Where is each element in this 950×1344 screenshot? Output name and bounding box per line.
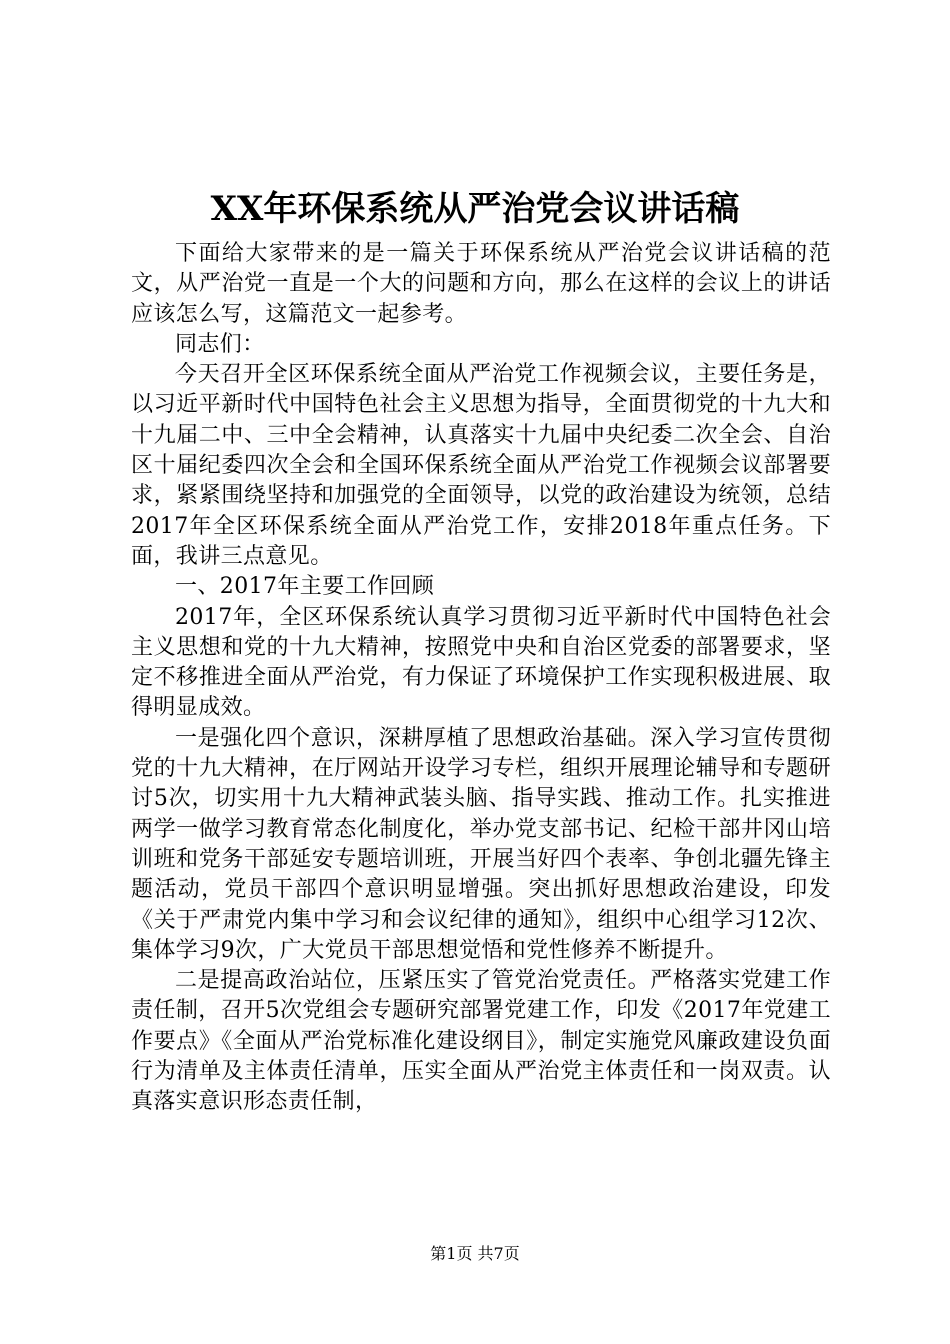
page-footer: 第1页 共7页 bbox=[430, 1244, 520, 1263]
paragraph-point-one: 一是强化四个意识，深耕厚植了思想政治基础。深入学习宣传贯彻党的十九大精神，在厅网站开设学习专栏，组织开展理论辅导和专题研讨5次，切实用十九大精神武装头脑、指导实践、推动工作。扎实推进两学一做学习教育常态化制度化，举办党支部书记、纪检干部井冈山培训班和党务干部延安专题培训班，开展当好四个表率、争创北疆先锋主题活动，党员干部四个意识明显增强。突出抓好思想政治建设，印发《关于严肃党内集中学习和会议纪律的通知》，组织中心组学习12次、集体学习9次，广大党员干部思想觉悟和党性修养不断提升。 bbox=[131, 725, 831, 963]
paragraph-review-summary: 2017年，全区环保系统认真学习贯彻习近平新时代中国特色社会主义思想和党的十九大精神，按照党中央和自治区党委的部署要求，坚定不移推进全面从严治党，有力保证了环境保护工作实现积极进展、取得明显成效。 bbox=[131, 604, 831, 721]
paragraph-intro: 下面给大家带来的是一篇关于环保系统从严治党会议讲话稿的范文，从严治党一直是一个大的问题和方向，那么在这样的会议上的讲话应该怎么写，这篇范文一起参考。 bbox=[131, 241, 831, 327]
section-heading-review: 一、2017年主要工作回顾 bbox=[175, 574, 435, 600]
paragraph-opening: 今天召开全区环保系统全面从严治党工作视频会议，主要任务是，以习近平新时代中国特色社会主义思想为指导，全面贯彻党的十九大和十九届二中、三中全会精神，认真落实十九届中央纪委二次全会、自治区十届纪委四次全会和全国环保系统全面从严治党工作视频会议部署要求，紧紧围绕坚持和加强党的全面领导，以党的政治建设为统领，总结2017年全区环保系统全面从严治党工作，安排2018年重点任务。下面，我讲三点意见。 bbox=[131, 362, 831, 569]
document-title: XX年环保系统从严治党会议讲话稿 bbox=[210, 189, 740, 229]
document-body bbox=[131, 239, 831, 1118]
paragraph-point-two: 二是提高政治站位，压紧压实了管党治党责任。严格落实党建工作责任制，召开5次党组会专题研究部署党建工作，印发《2017年党建工作要点》《全面从严治党标准化建设纲目》，制定实施党风廉政建设负面行为清单及主体责任清单，压实全面从严治党主体责任和一岗双责。认真落实意识形态责任制， bbox=[131, 968, 831, 1115]
paragraph-salutation: 同志们： bbox=[175, 331, 265, 357]
